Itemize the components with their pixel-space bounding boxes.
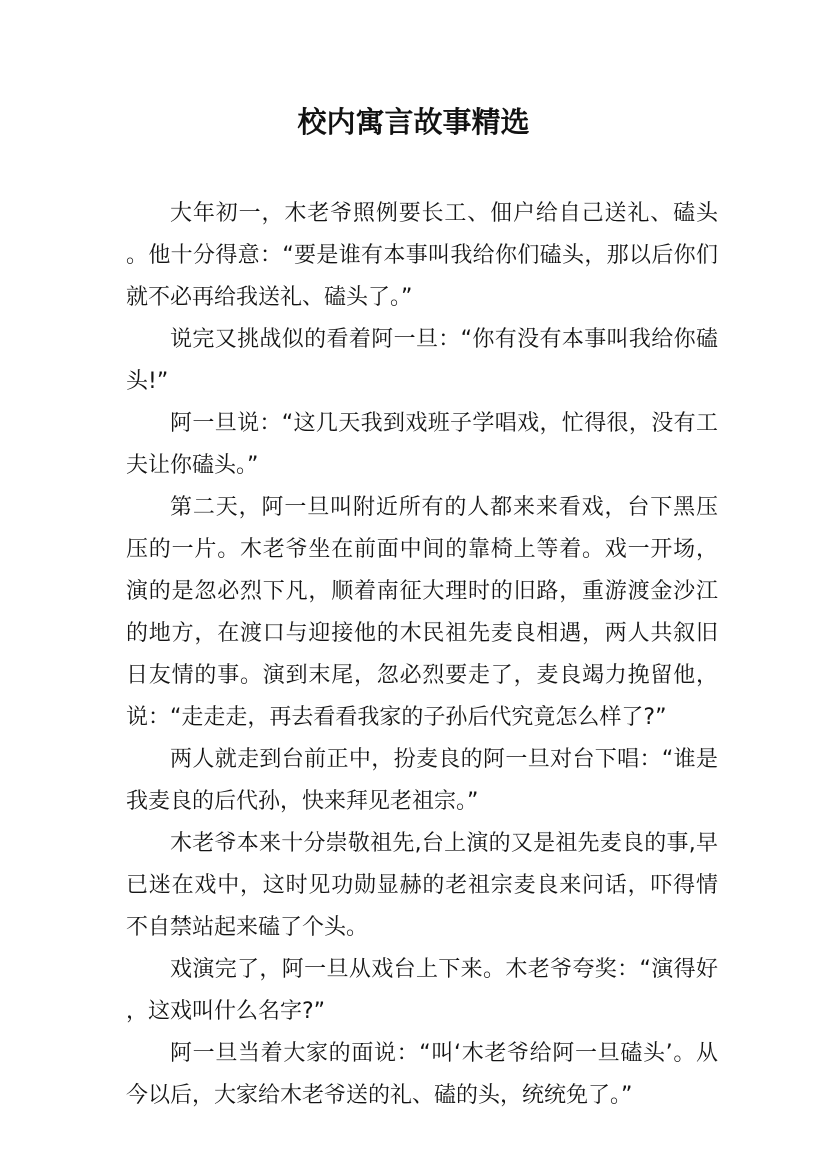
- paragraph-2: 说完又挑战似的看着阿一旦：“你有没有本事叫我给你磕头!”: [126, 327, 718, 394]
- document-body: [126, 193, 718, 1117]
- paragraph-7: 戏演完了，阿一旦从戏台上下来。木老爷夸奖：“演得好，这戏叫什么名字?”: [126, 957, 718, 1024]
- paragraph-4: 第二天，阿一旦叫附近所有的人都来来看戏，台下黑压压的一片。木老爷坐在前面中间的靠椅上等着。戏一开场，演的是忽必烈下凡，顺着南征大理时的旧路，重游渡金沙江的地方，在渡口与迎接他的木民祖先麦良相遇，两人共叙旧日友情的事。演到末尾，忽必烈要走了，麦良竭力挽留他，说：“走走走，再去看看我家的子孙后代究竟怎么样了?”: [126, 495, 718, 730]
- paragraph-6: 木老爷本来十分崇敬祖先,台上演的又是祖先麦良的事,早已迷在戏中，这时见功勋显赫的老祖宗麦良来问话，吓得情不自禁站起来磕了个头。: [126, 831, 718, 940]
- document-title: 校内寓言故事精选: [297, 105, 530, 139]
- paragraph-5: 两人就走到台前正中，扮麦良的阿一旦对台下唱：“谁是我麦良的后代孙，快来拜见老祖宗。”: [126, 747, 718, 814]
- paragraph-1: 大年初一，木老爷照例要长工、佃户给自己送礼、磕头。他十分得意：“要是谁有本事叫我给你们磕头，那以后你们就不必再给我送礼、磕头了。”: [126, 201, 718, 310]
- paragraph-8: 阿一旦当着大家的面说：“叫‘木老爷给阿一旦磕头’。从今以后，大家给木老爷送的礼、磕的头，统统免了。”: [126, 1041, 718, 1108]
- paragraph-3: 阿一旦说：“这几天我到戏班子学唱戏，忙得很，没有工夫让你磕头。”: [126, 411, 718, 478]
